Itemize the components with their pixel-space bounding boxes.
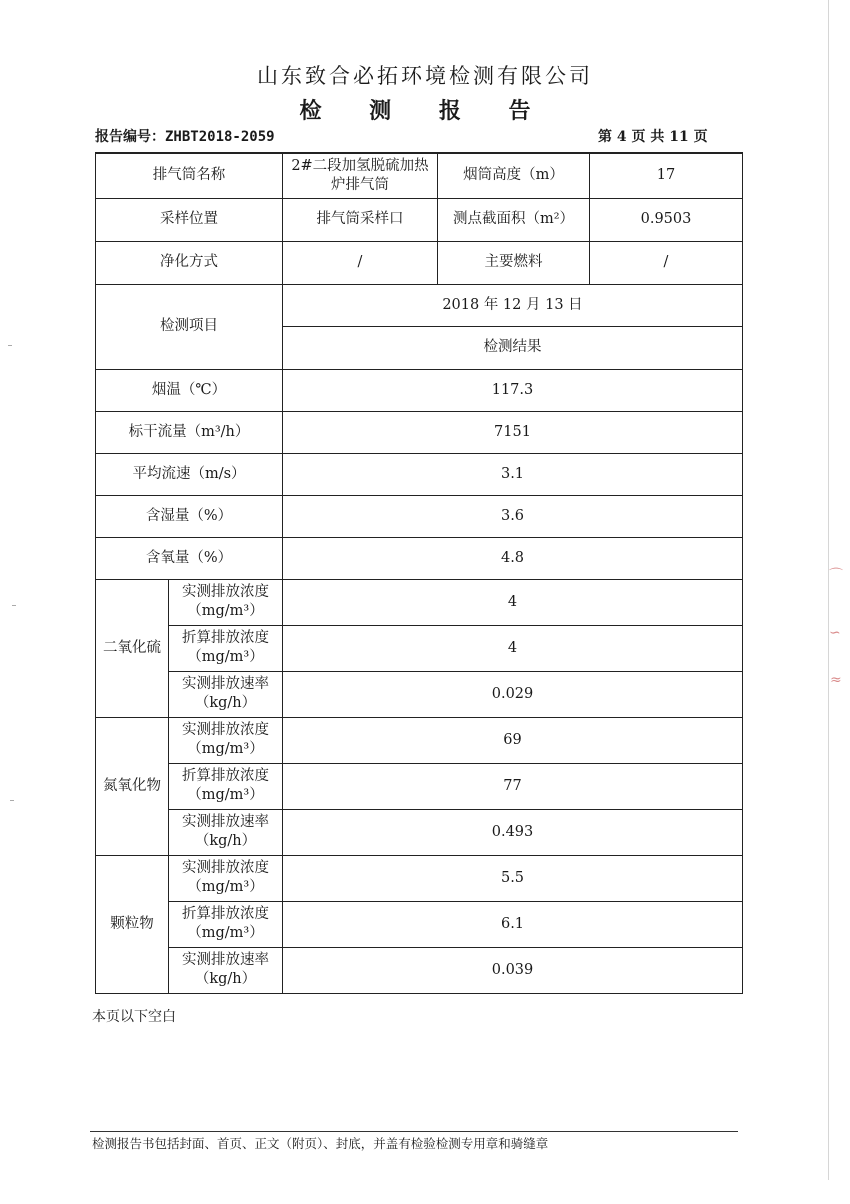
table-row — [96, 763, 743, 809]
table-row — [96, 153, 743, 198]
emission-results-table — [95, 152, 743, 994]
sub-value: 0.029 — [283, 671, 743, 717]
row-label: 含氧量（%） — [96, 537, 283, 579]
item-header: 检测项目 — [96, 284, 283, 369]
seam-stamp-fragment: ∽ — [829, 625, 841, 641]
sub-label — [169, 809, 283, 855]
sub-value: 0.493 — [283, 809, 743, 855]
sub-label-line2: （mg/m³） — [187, 649, 264, 665]
table-row — [96, 671, 743, 717]
blank-below-note: 本页以下空白 — [92, 1009, 176, 1025]
row-value: 4.8 — [283, 537, 743, 579]
sub-label-line2: （kg/h） — [194, 971, 257, 987]
sub-label-line1: 折算排放浓度 — [182, 630, 269, 646]
table-row — [96, 947, 743, 993]
sub-label — [169, 717, 283, 763]
page-mid: 页 共 — [631, 129, 665, 145]
sampling-location-value: 排气筒采样口 — [283, 198, 438, 241]
table-row — [96, 369, 743, 411]
sub-label-line2: （mg/m³） — [187, 925, 264, 941]
sub-label — [169, 625, 283, 671]
table-row — [96, 579, 743, 625]
date-header: 2018 年 12 月 13 日 — [283, 284, 743, 326]
sampling-location-label: 采样位置 — [96, 198, 283, 241]
main-fuel-label: 主要燃料 — [438, 241, 590, 284]
page-edge-shadow — [828, 0, 829, 1180]
sub-label-line1: 实测排放浓度 — [182, 584, 269, 600]
sub-label — [169, 901, 283, 947]
sub-label-line1: 实测排放速率 — [182, 814, 269, 830]
seam-stamp-fragment: ≈ — [830, 672, 842, 688]
section-area-label: 测点截面积（m²） — [438, 198, 590, 241]
scan-speck — [12, 605, 16, 606]
scan-speck — [10, 800, 14, 801]
row-label: 含湿量（%） — [96, 495, 283, 537]
table-row — [96, 198, 743, 241]
table-row — [96, 855, 743, 901]
footer-note: 检测报告书包括封面、首页、正文（附页）、封底，并盖有检验检测专用章和骑缝章 — [92, 1136, 549, 1151]
table-row — [96, 625, 743, 671]
row-label: 标干流量（m³/h） — [96, 411, 283, 453]
table-row — [96, 241, 743, 284]
section-area-value: 0.9503 — [590, 198, 743, 241]
sub-label-line1: 实测排放浓度 — [182, 860, 269, 876]
purification-value: / — [283, 241, 438, 284]
table-row — [96, 809, 743, 855]
sub-value: 77 — [283, 763, 743, 809]
sub-value: 4 — [283, 579, 743, 625]
sub-label — [169, 671, 283, 717]
group-name-so2: 二氧化硫 — [96, 579, 169, 717]
sub-label-line1: 实测排放速率 — [182, 676, 269, 692]
sub-label — [169, 947, 283, 993]
sub-label-line2: （mg/m³） — [187, 603, 264, 619]
row-value: 117.3 — [283, 369, 743, 411]
stack-name-value: 2#二段加氢脱硫加热炉排气筒 — [283, 153, 438, 198]
stack-height-label: 烟筒高度（m） — [438, 153, 590, 198]
sub-label — [169, 763, 283, 809]
sub-label-line2: （kg/h） — [194, 695, 257, 711]
report-number-value: ZHBT2018-2059 — [165, 129, 275, 145]
sub-label-line1: 实测排放浓度 — [182, 722, 269, 738]
row-value: 7151 — [283, 411, 743, 453]
result-header: 检测结果 — [283, 326, 743, 369]
table-row — [96, 411, 743, 453]
sub-value: 0.039 — [283, 947, 743, 993]
sub-label-line2: （mg/m³） — [187, 879, 264, 895]
group-name-nox: 氮氧化物 — [96, 717, 169, 855]
stack-height-value: 17 — [590, 153, 743, 198]
row-label: 平均流速（m/s） — [96, 453, 283, 495]
sub-label-line2: （mg/m³） — [187, 787, 264, 803]
table-row — [96, 453, 743, 495]
page-indicator — [598, 126, 708, 146]
table-row — [96, 495, 743, 537]
table-row — [96, 717, 743, 763]
purification-label: 净化方式 — [96, 241, 283, 284]
seam-stamp-fragment: ⌒ — [829, 568, 843, 584]
sub-label-line1: 折算排放浓度 — [182, 768, 269, 784]
company-name: 山东致合必拓环境检测有限公司 — [257, 64, 593, 88]
sub-label — [169, 855, 283, 901]
page-total: 11 — [669, 129, 689, 145]
row-label: 烟温（℃） — [96, 369, 283, 411]
footer-divider — [90, 1131, 738, 1132]
scan-speck — [8, 345, 12, 346]
sub-value: 4 — [283, 625, 743, 671]
row-value: 3.1 — [283, 453, 743, 495]
sub-value: 5.5 — [283, 855, 743, 901]
table-row — [96, 901, 743, 947]
stack-name-label: 排气筒名称 — [96, 153, 283, 198]
document-title: 检 测 报 告 — [299, 98, 551, 124]
sub-label-line1: 折算排放浓度 — [182, 906, 269, 922]
sub-label-line1: 实测排放速率 — [182, 952, 269, 968]
sub-value: 6.1 — [283, 901, 743, 947]
report-number-label: 报告编号： — [95, 129, 165, 145]
table-row — [96, 537, 743, 579]
page-current: 4 — [616, 129, 627, 145]
page-prefix: 第 — [598, 129, 612, 145]
table-row — [96, 284, 743, 326]
sub-label-line2: （mg/m³） — [187, 741, 264, 757]
sub-value: 69 — [283, 717, 743, 763]
report-number — [95, 126, 275, 146]
group-name-particulate: 颗粒物 — [96, 855, 169, 993]
page-suffix: 页 — [693, 129, 708, 145]
sub-label — [169, 579, 283, 625]
main-fuel-value: / — [590, 241, 743, 284]
row-value: 3.6 — [283, 495, 743, 537]
sub-label-line2: （kg/h） — [194, 833, 257, 849]
